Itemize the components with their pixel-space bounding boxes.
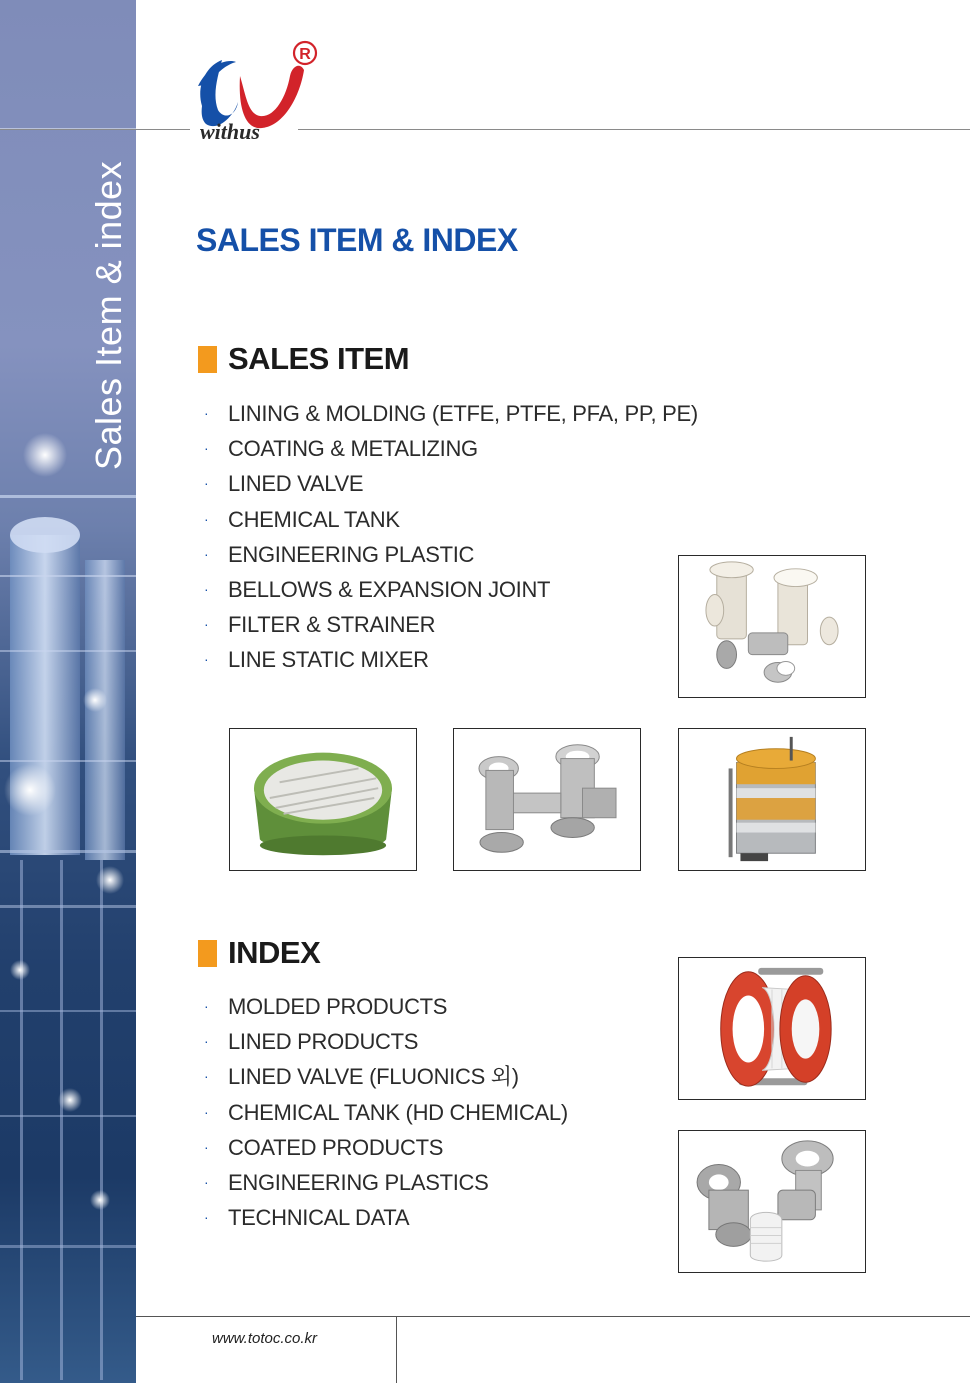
bullet-icon: · [204,1173,209,1190]
bullet-icon: · [204,475,209,492]
footer-divider [396,1316,397,1383]
sidebar-title: Sales Item & index [88,160,129,470]
sales-item-title: SALES ITEM [228,341,410,376]
bullet-icon: · [204,1209,209,1226]
list-item: · TECHNICAL DATA [204,1200,568,1235]
header-rule-left [0,129,190,130]
list-item: · CHEMICAL TANK [204,502,698,537]
section-marker-icon [198,940,217,967]
bullet-icon: · [204,1068,209,1085]
sidebar [0,0,136,1383]
bullet-icon: · [204,1033,209,1050]
bullet-icon: · [204,405,209,421]
list-item: · LINED PRODUCTS [204,1024,568,1059]
bullet-icon: · [204,440,209,457]
list-item: · FILTER & STRAINER [204,607,698,642]
bullet-icon: · [204,998,209,1014]
list-item: · LINING & MOLDING (ETFE, PTFE, PFA, PP, PE) [204,396,698,431]
bullet-icon: · [204,510,209,527]
list-item: · COATING & METALIZING [204,431,698,466]
list-item: · MOLDED PRODUCTS [204,989,568,1024]
list-item: · CHEMICAL TANK (HD CHEMICAL) [204,1095,568,1130]
chemical-tank-photo [678,728,866,871]
index-list [204,989,568,1235]
list-item: · BELLOWS & EXPANSION JOINT [204,572,698,607]
bullet-icon: · [204,1138,209,1155]
registered-mark: R [299,46,311,63]
header-rule-right [298,129,970,130]
page-title: SALES ITEM & INDEX [196,222,518,258]
website-url: www.totoc.co.kr [212,1330,318,1347]
index-heading [198,935,320,971]
list-item: · COATED PRODUCTS [204,1130,568,1165]
list-item: · LINE STATIC MIXER [204,642,698,677]
sales-item-heading [198,341,409,377]
list-item: · ENGINEERING PLASTIC [204,537,698,572]
strainer-screen-photo [229,728,417,871]
footer-rule [136,1316,970,1317]
list-item: · LINED VALVE [204,466,698,501]
lined-fittings-photo [678,555,866,698]
lined-valves-assortment-photo [678,1130,866,1273]
bullet-icon: · [204,580,209,597]
index-title: INDEX [228,935,321,970]
list-item: · LINED VALVE (FLUONICS 외) [204,1059,568,1094]
list-item: · ENGINEERING PLASTICS [204,1165,568,1200]
bullet-icon: · [204,616,209,633]
bullet-icon: · [204,1103,209,1120]
sales-item-list [204,396,698,678]
bullet-icon: · [204,545,209,562]
bellows-expansion-joint-photo [678,957,866,1100]
logo-wordmark: withus [200,119,260,144]
bullet-icon: · [204,651,209,668]
lined-y-strainer-photo [453,728,641,871]
section-marker-icon [198,346,217,373]
